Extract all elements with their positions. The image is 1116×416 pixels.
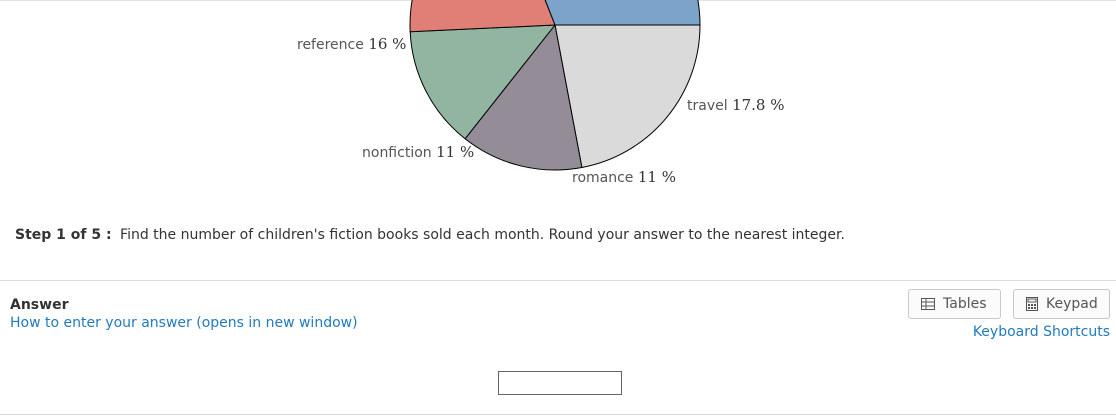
keyboard-shortcuts-link[interactable]: Keyboard Shortcuts	[972, 324, 1110, 340]
answer-title: Answer	[10, 297, 69, 313]
slice-label-travel	[687, 96, 785, 114]
answer-divider	[0, 280, 1116, 281]
answer-help-link[interactable]: How to enter your answer (opens in new window)	[10, 315, 358, 331]
step-instruction	[15, 227, 845, 243]
pie-chart	[0, 0, 1116, 200]
keypad-label: Keypad	[1046, 296, 1098, 312]
table-icon	[921, 298, 935, 310]
slice-label-reference	[297, 35, 406, 53]
tables-label: Tables	[943, 296, 987, 312]
keypad-icon	[1026, 297, 1038, 311]
slice-pct-romance: 11 %	[637, 168, 676, 186]
keypad-button[interactable]	[1013, 289, 1110, 319]
slice-name-reference: reference	[297, 37, 364, 53]
slice-name-travel: travel	[687, 98, 728, 114]
tables-button[interactable]	[908, 289, 1001, 319]
step-label: Step 1 of 5 :	[15, 227, 112, 243]
slice-label-nonfiction	[362, 143, 474, 161]
answer-input[interactable]	[498, 371, 622, 395]
bottom-divider	[0, 414, 1116, 415]
slice-name-romance: romance	[572, 170, 634, 186]
slice-pct-reference: 16 %	[368, 35, 407, 53]
step-text: Find the number of children's fiction books sold each month. Round your answer to the nearest integer.	[120, 227, 845, 243]
slice-name-nonfiction: nonfiction	[362, 145, 432, 161]
slice-pct-travel: 17.8 %	[732, 96, 785, 114]
slice-pct-nonfiction: 11 %	[436, 143, 475, 161]
slice-label-romance	[572, 168, 676, 186]
